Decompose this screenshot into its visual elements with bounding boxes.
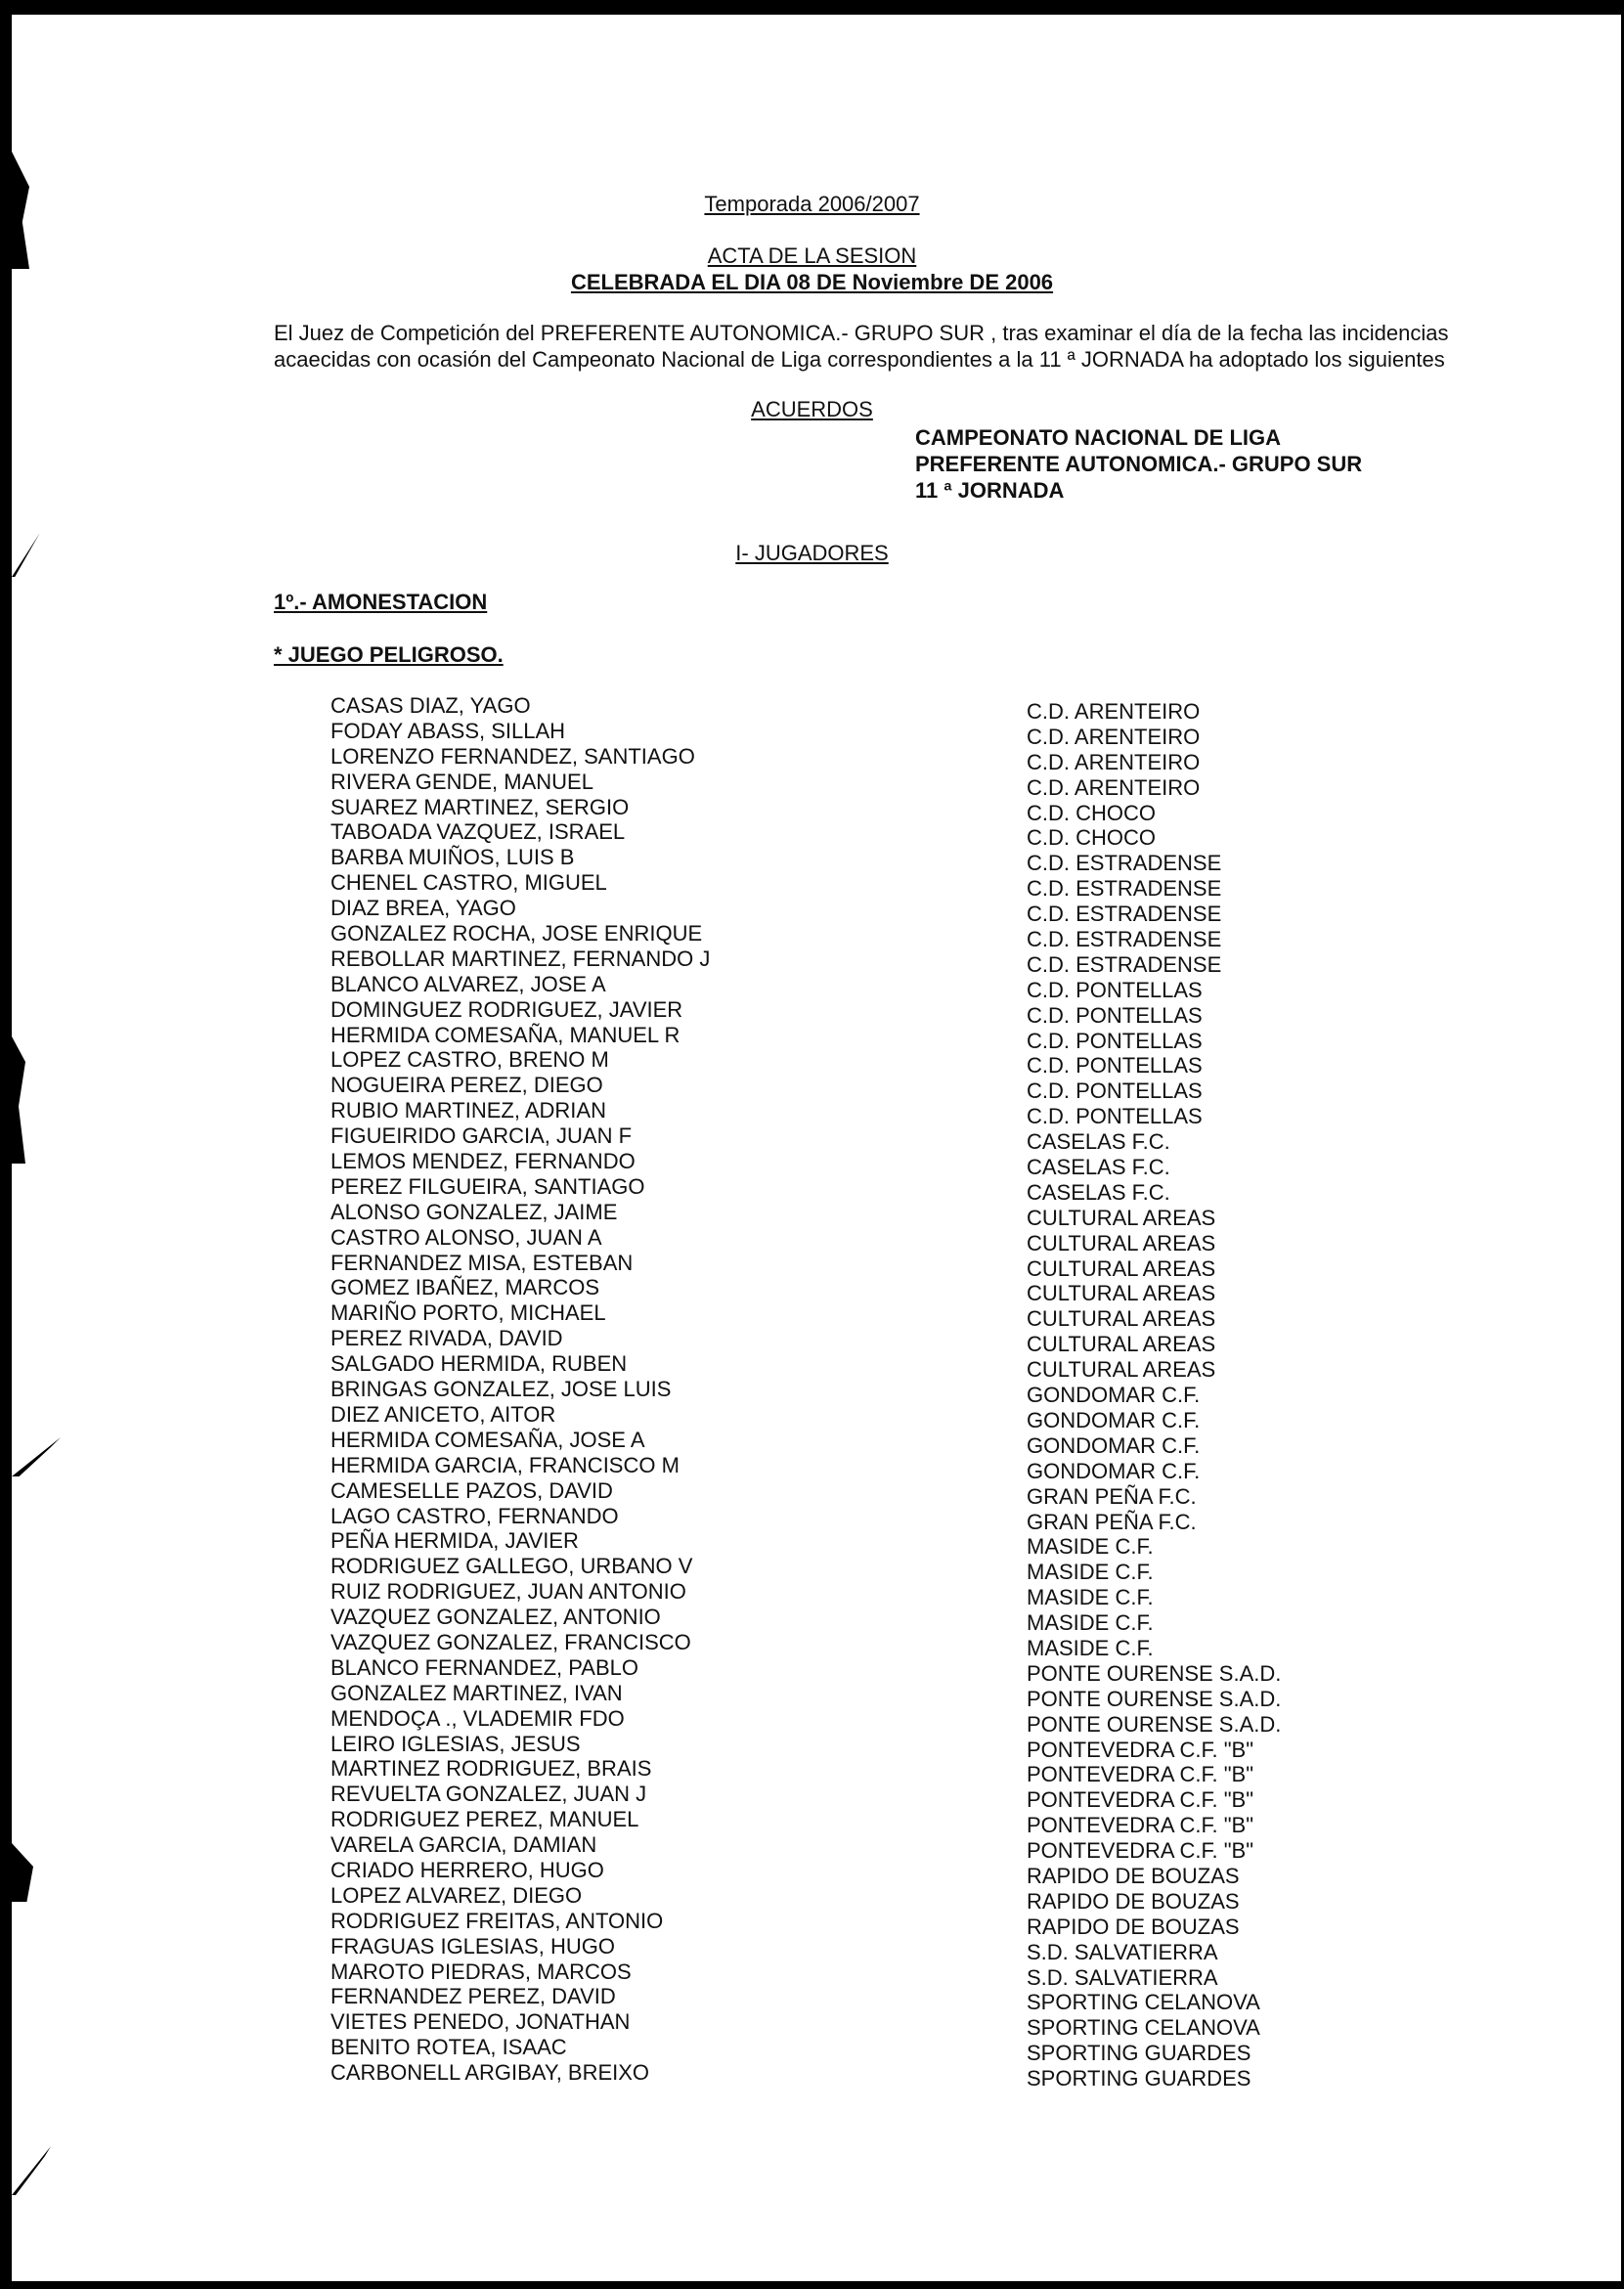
player-club: C.D. ESTRADENSE (1027, 951, 1222, 977)
player-club: C.D. ARENTEIRO (1027, 724, 1201, 749)
player-club: CULTURAL AREAS (1027, 1306, 1216, 1332)
player-name: FRAGUAS IGLESIAS, HUGO (330, 1933, 615, 1959)
acta-date: CELEBRADA EL DIA 08 DE Noviembre DE 2006 (570, 270, 1054, 294)
player-name: NOGUEIRA PEREZ, DIEGO (330, 1073, 603, 1098)
player-name: BENITO ROTEA, ISAAC (330, 2035, 567, 2060)
player-name: DOMINGUEZ RODRIGUEZ, JAVIER (330, 996, 683, 1022)
player-name: FIGUEIRIDO GARCIA, JUAN F (330, 1123, 633, 1149)
player-name: BARBA MUIÑOS, LUIS B (330, 845, 575, 870)
player-club: GONDOMAR C.F. (1027, 1432, 1201, 1458)
player-club: C.D. ESTRADENSE (1027, 851, 1222, 876)
player-name: RODRIGUEZ FREITAS, ANTONIO (330, 1908, 664, 1933)
player-club: PONTEVEDRA C.F. "B" (1027, 1813, 1253, 1838)
player-club: CASELAS F.C. (1027, 1155, 1170, 1180)
player-club: MASIDE C.F. (1027, 1585, 1154, 1610)
player-name: FODAY ABASS, SILLAH (330, 718, 566, 743)
player-name: RIVERA GENDE, MANUEL (330, 769, 593, 794)
player-club: SPORTING GUARDES (1027, 2041, 1251, 2066)
player-club: CULTURAL AREAS (1027, 1230, 1216, 1255)
player-name: RODRIGUEZ PEREZ, MANUEL (330, 1807, 639, 1832)
player-name: TABOADA VAZQUEZ, ISRAEL (330, 819, 626, 845)
player-name: BLANCO FERNANDEZ, PABLO (330, 1654, 638, 1680)
player-club: RAPIDO DE BOUZAS (1027, 1863, 1240, 1888)
player-name: LAGO CASTRO, FERNANDO (330, 1503, 619, 1528)
player-name-list (330, 693, 710, 2086)
championship-line-3: 11 ª JORNADA (915, 478, 1065, 503)
player-club: C.D. ARENTEIRO (1027, 749, 1201, 774)
acta-title: ACTA DE LA SESION (707, 243, 917, 268)
player-club: C.D. ESTRADENSE (1027, 902, 1222, 927)
player-club: PONTEVEDRA C.F. "B" (1027, 1838, 1253, 1864)
subsection-heading: 1º.- AMONESTACION (274, 590, 488, 614)
player-club: C.D. CHOCO (1027, 800, 1156, 825)
championship-line-1: CAMPEONATO NACIONAL DE LIGA (915, 425, 1282, 450)
player-club: C.D. PONTELLAS (1027, 1002, 1203, 1028)
player-club: PONTE OURENSE S.A.D. (1027, 1660, 1282, 1686)
player-club: C.D. PONTELLAS (1027, 977, 1203, 1002)
player-name: VARELA GARCIA, DAMIAN (330, 1832, 597, 1858)
player-name: LEMOS MENDEZ, FERNANDO (330, 1149, 636, 1174)
player-club: MASIDE C.F. (1027, 1560, 1154, 1585)
player-club: C.D. ESTRADENSE (1027, 927, 1222, 952)
player-name: RODRIGUEZ GALLEGO, URBANO V (330, 1554, 693, 1579)
player-club: PONTEVEDRA C.F. "B" (1027, 1762, 1253, 1787)
player-club: SPORTING CELANOVA (1027, 2015, 1260, 2041)
player-club: CULTURAL AREAS (1027, 1281, 1216, 1306)
player-name: DIEZ ANICETO, AITOR (330, 1401, 556, 1427)
player-name: CHENEL CASTRO, MIGUEL (330, 870, 607, 896)
player-name: VIETES PENEDO, JONATHAN (330, 2009, 631, 2035)
player-club: SPORTING CELANOVA (1027, 1990, 1260, 2015)
player-club: CASELAS F.C. (1027, 1179, 1170, 1205)
player-club: C.D. PONTELLAS (1027, 1028, 1203, 1053)
player-name: LEIRO IGLESIAS, JESUS (330, 1731, 581, 1756)
player-name: MARTINEZ RODRIGUEZ, BRAIS (330, 1756, 652, 1782)
player-club: C.D. ARENTEIRO (1027, 699, 1201, 724)
player-name: VAZQUEZ GONZALEZ, FRANCISCO (330, 1629, 691, 1654)
player-name: PEÑA HERMIDA, JAVIER (330, 1528, 579, 1554)
player-name: HERMIDA COMESAÑA, JOSE A (330, 1427, 645, 1452)
player-club: S.D. SALVATIERRA (1027, 1939, 1218, 1964)
player-name: CASAS DIAZ, YAGO (330, 693, 531, 718)
player-club: MASIDE C.F. (1027, 1610, 1154, 1636)
player-name: ALONSO GONZALEZ, JAIME (330, 1199, 618, 1224)
player-name: PEREZ RIVADA, DAVID (330, 1326, 563, 1351)
player-name: SUAREZ MARTINEZ, SERGIO (330, 794, 630, 819)
player-club: CULTURAL AREAS (1027, 1357, 1216, 1383)
player-club: C.D. PONTELLAS (1027, 1078, 1203, 1104)
player-name: BLANCO ALVAREZ, JOSE A (330, 971, 606, 996)
scan-edge-mark (12, 1843, 33, 1902)
player-club: RAPIDO DE BOUZAS (1027, 1914, 1240, 1939)
player-name: FERNANDEZ PEREZ, DAVID (330, 1984, 616, 2009)
player-name: CAMESELLE PAZOS, DAVID (330, 1477, 613, 1503)
player-club: PONTEVEDRA C.F. "B" (1027, 1787, 1253, 1813)
player-name: REVUELTA GONZALEZ, JUAN J (330, 1782, 647, 1807)
player-name: CRIADO HERRERO, HUGO (330, 1857, 604, 1882)
player-club: GONDOMAR C.F. (1027, 1458, 1201, 1483)
player-club: PONTEVEDRA C.F. "B" (1027, 1737, 1253, 1762)
player-club: GRAN PEÑA F.C. (1027, 1509, 1197, 1534)
player-club: CULTURAL AREAS (1027, 1255, 1216, 1281)
player-club: CULTURAL AREAS (1027, 1205, 1216, 1230)
player-club: GRAN PEÑA F.C. (1027, 1483, 1197, 1509)
category-heading: * JUEGO PELIGROSO. (274, 642, 504, 667)
player-name: MENDOÇA ., VLADEMIR FDO (330, 1705, 625, 1731)
scan-edge-mark (12, 1437, 61, 1476)
player-name: PEREZ FILGUEIRA, SANTIAGO (330, 1173, 645, 1199)
season-heading: Temporada 2006/2007 (704, 192, 920, 216)
player-club: C.D. PONTELLAS (1027, 1104, 1203, 1129)
championship-line-2: PREFERENTE AUTONOMICA.- GRUPO SUR (915, 452, 1363, 476)
intro-paragraph: El Juez de Competición del PREFERENTE AUTONOMICA.- GRUPO SUR , tras examinar el día de la fecha las incidencias acaecidas con ocasión del Campeonato Nacional de Liga correspondientes a la 11 ª JORNADA ha adoptado los siguientes (274, 321, 1449, 372)
player-name: VAZQUEZ GONZALEZ, ANTONIO (330, 1605, 661, 1630)
player-club: RAPIDO DE BOUZAS (1027, 1888, 1240, 1914)
player-name: MARIÑO PORTO, MICHAEL (330, 1300, 606, 1326)
player-club: SPORTING GUARDES (1027, 2066, 1251, 2091)
scan-edge-mark (12, 2146, 51, 2195)
player-club: CULTURAL AREAS (1027, 1332, 1216, 1357)
player-name: RUIZ RODRIGUEZ, JUAN ANTONIO (330, 1579, 686, 1605)
section-heading: I- JUGADORES (735, 541, 889, 565)
player-club: GONDOMAR C.F. (1027, 1407, 1201, 1432)
player-name: SALGADO HERMIDA, RUBEN (330, 1351, 628, 1377)
player-club: PONTE OURENSE S.A.D. (1027, 1686, 1282, 1711)
player-name: BRINGAS GONZALEZ, JOSE LUIS (330, 1377, 672, 1402)
player-club: GONDOMAR C.F. (1027, 1383, 1201, 1408)
player-club: S.D. SALVATIERRA (1027, 1964, 1218, 1990)
player-club: PONTE OURENSE S.A.D. (1027, 1711, 1282, 1737)
player-name: LORENZO FERNANDEZ, SANTIAGO (330, 743, 695, 769)
scan-edge-mark (12, 1036, 25, 1164)
player-club: MASIDE C.F. (1027, 1635, 1154, 1660)
player-name: HERMIDA GARCIA, FRANCISCO M (330, 1452, 680, 1477)
player-name: GONZALEZ ROCHA, JOSE ENRIQUE (330, 921, 703, 946)
player-name: FERNANDEZ MISA, ESTEBAN (330, 1250, 634, 1275)
player-name: DIAZ BREA, YAGO (330, 896, 516, 921)
player-club: MASIDE C.F. (1027, 1534, 1154, 1560)
player-name: REBOLLAR MARTINEZ, FERNANDO J (330, 946, 711, 971)
player-club: CASELAS F.C. (1027, 1129, 1170, 1155)
player-name: RUBIO MARTINEZ, ADRIAN (330, 1098, 606, 1123)
player-club: C.D. CHOCO (1027, 825, 1156, 851)
player-name: HERMIDA COMESAÑA, MANUEL R (330, 1022, 680, 1047)
player-name: GONZALEZ MARTINEZ, IVAN (330, 1680, 623, 1705)
player-name: GOMEZ IBAÑEZ, MARCOS (330, 1275, 600, 1300)
player-name: MAROTO PIEDRAS, MARCOS (330, 1959, 632, 1984)
player-club: C.D. ESTRADENSE (1027, 876, 1222, 902)
acuerdos-heading: ACUERDOS (751, 397, 873, 421)
player-name: CASTRO ALONSO, JUAN A (330, 1224, 602, 1250)
player-club: C.D. ARENTEIRO (1027, 774, 1201, 800)
player-name: LOPEZ ALVAREZ, DIEGO (330, 1882, 583, 1908)
player-club: C.D. PONTELLAS (1027, 1053, 1203, 1078)
player-club-list (1027, 699, 1281, 2091)
player-name: LOPEZ CASTRO, BRENO M (330, 1047, 609, 1073)
player-name: CARBONELL ARGIBAY, BREIXO (330, 2060, 650, 2086)
